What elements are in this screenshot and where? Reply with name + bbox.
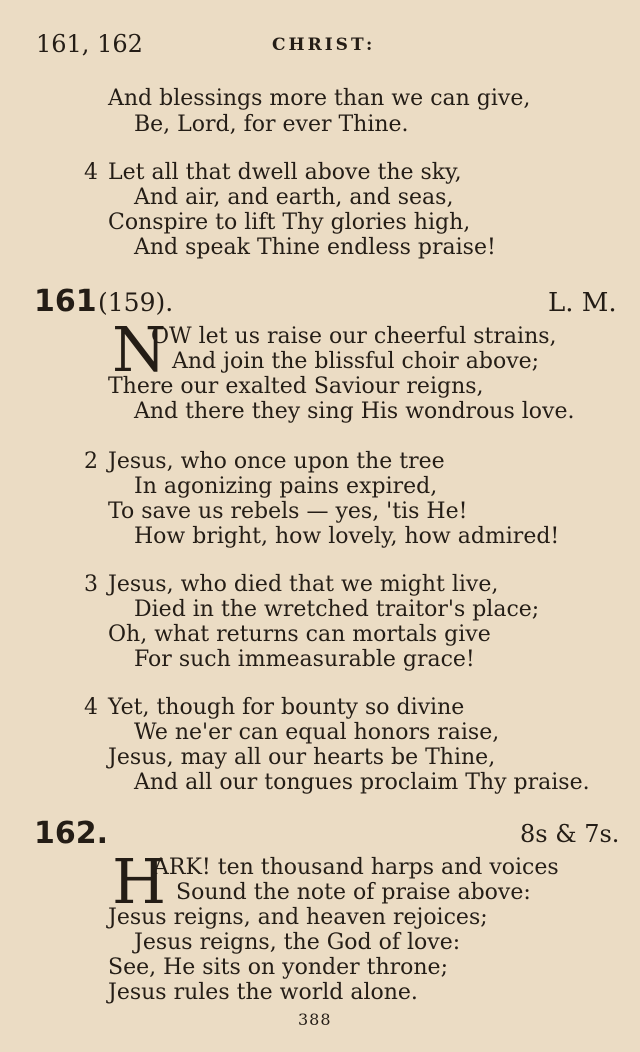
verse-line: For such immeasurable grace! xyxy=(134,647,475,672)
verse-line: How bright, how lovely, how admired! xyxy=(134,524,560,549)
verse-line: Jesus rules the world alone. xyxy=(108,980,418,1005)
verse-line: Jesus reigns, and heaven rejoices; xyxy=(108,905,488,930)
running-head: CHRIST: xyxy=(272,35,376,55)
hymn-number: 161 xyxy=(34,284,97,319)
verse-line: Died in the wretched traitor's place; xyxy=(134,597,540,622)
stanza-number: 4 xyxy=(84,695,98,720)
verse-line: And blessings more than we can give, xyxy=(108,86,531,111)
stanza-number: 2 xyxy=(84,449,98,474)
hymn-reference: (159). xyxy=(98,288,174,317)
verse-line: And speak Thine endless praise! xyxy=(134,235,496,260)
verse-line: Yet, though for bounty so divine xyxy=(108,695,465,720)
verse-line: Jesus reigns, the God of love: xyxy=(134,930,461,955)
verse-line: Jesus, may all our hearts be Thine, xyxy=(108,745,496,770)
verse-line: Jesus, who once upon the tree xyxy=(108,449,445,474)
verse-line: And join the blissful choir above; xyxy=(172,349,540,374)
hymn-meter: 8s & 7s. xyxy=(520,820,620,848)
verse-line: To save us rebels — yes, 'tis He! xyxy=(108,499,468,524)
verse-line: Be, Lord, for ever Thine. xyxy=(134,112,409,137)
drop-cap: N xyxy=(112,313,167,386)
verse-line: OW let us raise our cheerful strains, xyxy=(151,324,557,349)
stanza-number: 3 xyxy=(84,572,98,597)
verse-line: And there they sing His wondrous love. xyxy=(134,399,575,424)
verse-line: Jesus, who died that we might live, xyxy=(108,572,499,597)
verse-line: Let all that dwell above the sky, xyxy=(108,160,462,185)
verse-line: And all our tongues proclaim Thy praise. xyxy=(134,770,590,795)
hymn-meter: L. M. xyxy=(548,288,617,318)
verse-line: And air, and earth, and seas, xyxy=(134,185,454,210)
drop-cap: H xyxy=(112,845,167,918)
verse-line: There our exalted Saviour reigns, xyxy=(108,374,484,399)
page-hymn-range: 161, 162 xyxy=(36,30,143,58)
stanza-number: 4 xyxy=(84,160,98,185)
page-number: 388 xyxy=(298,1010,332,1029)
hymn-number: 162. xyxy=(34,816,109,851)
verse-line: In agonizing pains expired, xyxy=(134,474,438,499)
verse-line: See, He sits on yonder throne; xyxy=(108,955,448,980)
verse-line: We ne'er can equal honors raise, xyxy=(134,720,500,745)
verse-line: Conspire to lift Thy glories high, xyxy=(108,210,471,235)
verse-line: Oh, what returns can mortals give xyxy=(108,622,491,647)
verse-line: Sound the note of praise above: xyxy=(176,880,531,905)
verse-line: ARK! ten thousand harps and voices xyxy=(153,855,559,880)
